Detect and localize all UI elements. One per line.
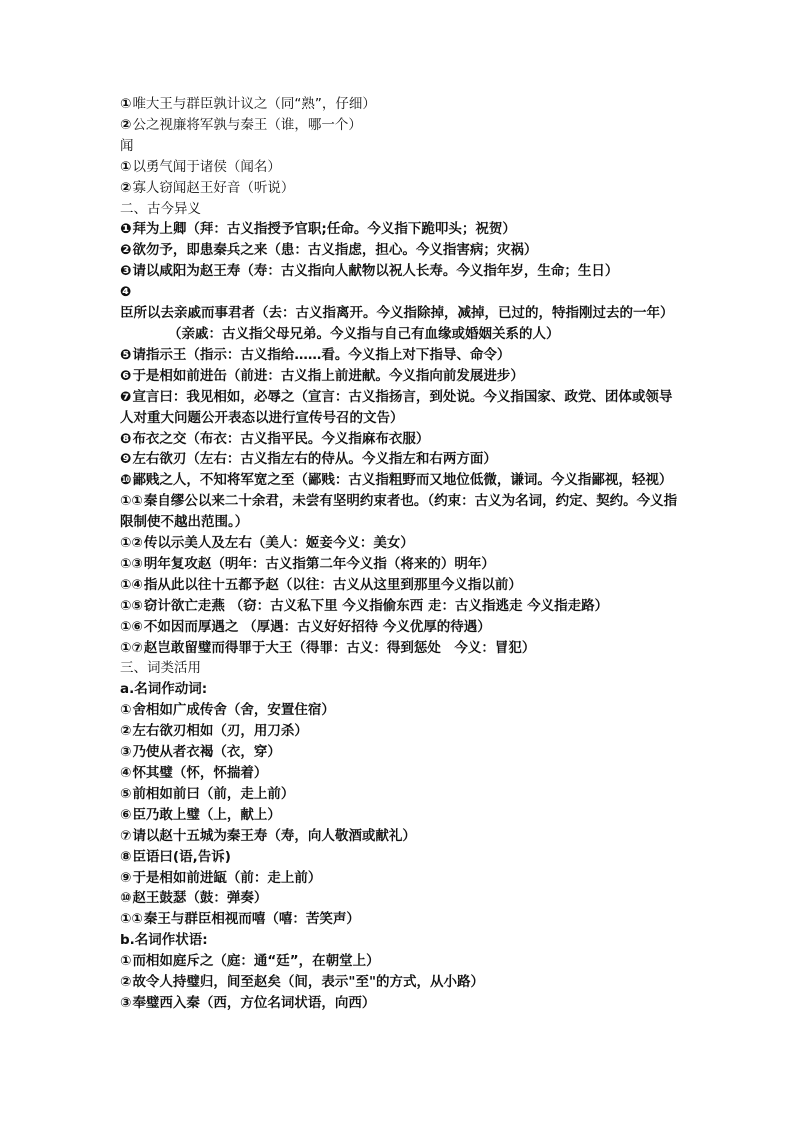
- item-marker: ①: [120, 702, 132, 719]
- list-item: [120, 491, 680, 533]
- list-item: [120, 972, 680, 993]
- item-marker: ⑧: [120, 848, 132, 865]
- item-marker: ①④: [120, 576, 143, 593]
- list-item: [120, 826, 680, 847]
- list-item: [120, 157, 680, 178]
- item-marker: ④: [120, 765, 132, 781]
- list-item: [120, 763, 680, 784]
- list-item: [120, 805, 680, 826]
- item-text: 请以赵十五城为秦王寿（寿，向人敬酒或献礼）: [132, 827, 416, 844]
- item-marker: ①③: [120, 555, 143, 572]
- item-text: 乃使从者衣褐（衣，穿）: [132, 744, 281, 761]
- item-marker: ⑨: [120, 869, 132, 886]
- list-item: [120, 345, 680, 366]
- item-marker: ①⑥: [120, 618, 143, 635]
- item-marker: ⑩: [120, 890, 132, 907]
- list-item: [120, 429, 680, 450]
- item-text: 臣语曰(语,告诉): [132, 848, 231, 865]
- subsection-heading: b.名词作状语:: [120, 932, 208, 949]
- list-item: [120, 449, 680, 470]
- item-text: 寡人窃闻赵王好音（听说）: [132, 179, 295, 196]
- item-text: 左右欲刃（左右：古义指左右的侍从。今义指左和右两方面）: [132, 451, 497, 468]
- item-text: 传以示美人及左右（美人：姬妾今义：美女）: [143, 535, 414, 552]
- item-marker: ⑤: [120, 785, 132, 802]
- item-text: 奉璧西入秦（西，方位名词状语，向西）: [132, 994, 376, 1011]
- item-marker: ①①: [120, 493, 143, 510]
- item-marker: ①⑦: [120, 639, 143, 656]
- item-text: 明年复攻赵（明年：古义指第二年今义指（将来的）明年）: [143, 555, 495, 572]
- list-item: [120, 282, 680, 345]
- list-item: [120, 178, 680, 199]
- list-item: [120, 847, 680, 868]
- item-text: 唯大王与群臣孰计议之（同“熟”，仔细）: [132, 96, 376, 112]
- item-text: 窃计欲亡走燕 （窃：古义私下里 今义指偷东西 走：古义指逃走 今义指走路）: [143, 597, 609, 614]
- item-text-extra: （亲戚：古义指父母兄弟。今义指与自己有血缘或婚姻关系的人）: [168, 325, 560, 342]
- item-text: 请以咸阳为赵王寿（寿：古义指向人献物以祝人长寿。今义指年岁，生命；生日）: [132, 263, 619, 280]
- item-text: 前相如前曰（前，走上前）: [132, 785, 295, 802]
- item-text: 赵王鼓瑟（鼓：弹奏）: [132, 890, 268, 907]
- item-marker: ❾: [120, 451, 132, 468]
- list-item: [120, 784, 680, 805]
- item-text: 怀其璧（怀，怀揣着）: [132, 765, 268, 781]
- list-item: [120, 638, 680, 659]
- list-item: [120, 575, 680, 596]
- item-marker: ②: [120, 116, 132, 133]
- item-marker: ②: [120, 723, 132, 740]
- item-marker: ①: [120, 953, 132, 970]
- item-marker: ❸: [120, 263, 132, 280]
- item-marker: ❺: [120, 346, 132, 363]
- item-text: 欲勿予，即患秦兵之来（患：古义指虑，担心。今义指害病；灾祸）: [132, 242, 538, 259]
- list-item: [120, 617, 680, 638]
- heading-wen: 闻: [120, 137, 134, 154]
- item-text: 秦自缪公以来二十余君，未尝有坚明约束者也。（约束：古义为名词，约定、契约。今义指限制使不越出范围。）: [120, 493, 678, 531]
- list-item: [120, 219, 680, 240]
- item-marker: ❻: [120, 367, 132, 384]
- item-text: 秦王与群臣相视而嘻（嘻：苦笑声）: [143, 911, 360, 928]
- item-marker: ①②: [120, 535, 143, 552]
- item-text: 赵岂敢留璧而得罪于大王（得罪：古义：得到惩处 今义：冒犯）: [143, 639, 536, 656]
- item-text: 于是相如前进缻（前：走上前）: [132, 869, 322, 886]
- item-text: 拜为上卿（拜：古义指授予官职;任命。今义指下跪叩头；祝贺）: [132, 221, 516, 238]
- document-page: [120, 94, 680, 1014]
- list-item: [120, 596, 680, 617]
- item-marker: ①⑤: [120, 597, 143, 614]
- item-marker: ①: [120, 158, 132, 175]
- item-text: 舍相如广成传舍（舍，安置住宿）: [132, 702, 335, 719]
- list-item: [120, 909, 680, 930]
- list-item: [120, 554, 680, 575]
- item-marker: ❷: [120, 242, 132, 259]
- item-marker: ❶: [120, 221, 132, 238]
- item-marker: ❿: [120, 472, 132, 489]
- item-marker: ❽: [120, 430, 132, 447]
- list-item: [120, 721, 680, 742]
- item-text: 以勇气闻于诸侯（闻名）: [132, 158, 281, 175]
- item-marker: ③: [120, 994, 132, 1011]
- item-text: 于是相如前进缶（前进：古义指上前进献。今义指向前发展进步）: [132, 367, 524, 384]
- list-item: [120, 951, 680, 972]
- item-text: 鄙贱之人，不知将军宽之至（鄙贱：古义指粗野而又地位低微，谦词。今义指鄙视，轻视）: [132, 472, 673, 489]
- list-item: [120, 888, 680, 909]
- list-item: [120, 742, 680, 763]
- item-marker: ②: [120, 974, 132, 991]
- list-item: [120, 993, 680, 1014]
- item-marker: ❹: [120, 284, 132, 301]
- item-text: 臣所以去亲戚而事君者（去：古义指离开。今义指除掉，减掉，已过的，特指刚过去的一年）: [120, 305, 674, 322]
- item-text: 不如因而厚遇之 （厚遇：古义好好招待 今义优厚的待遇）: [143, 618, 491, 635]
- list-item: [120, 533, 680, 554]
- list-item: [120, 94, 680, 115]
- item-text: 左右欲刃相如（刃，用刀杀）: [132, 723, 308, 740]
- item-text: 公之视廉将军孰与秦王（谁，哪一个）: [132, 116, 362, 133]
- item-marker: ②: [120, 179, 132, 196]
- list-item: [120, 700, 680, 721]
- item-text: 而相如庭斥之（庭：通“廷”，在朝堂上）: [132, 953, 380, 970]
- item-text: 请指示王（指示：古义指给……看。今义指上对下指导、命令）: [132, 346, 511, 363]
- list-item: [120, 261, 680, 282]
- item-marker: ⑦: [120, 827, 132, 844]
- item-text: 指从此以往十五都予赵（以往：古义从这里到那里今义指以前）: [143, 576, 522, 593]
- list-item: [120, 115, 680, 136]
- section-heading: 二、古今异义: [120, 200, 201, 217]
- item-text: 臣乃敢上璧（上，献上）: [132, 806, 281, 823]
- item-text: 故令人持璧归，间至赵矣（间，表示"至"的方式，从小路）: [132, 974, 485, 991]
- item-marker: ①①: [120, 911, 143, 928]
- item-marker: ①: [120, 96, 132, 112]
- list-item: [120, 240, 680, 261]
- section-heading: 三、词类活用: [120, 660, 201, 677]
- list-item: [120, 470, 680, 491]
- item-text: 布衣之交（布衣：古义指平民。今义指麻布衣服）: [132, 430, 430, 447]
- list-item: [120, 868, 680, 889]
- item-marker: ❼: [120, 388, 132, 405]
- list-item: [120, 366, 680, 387]
- list-item: [120, 387, 680, 429]
- item-marker: ③: [120, 744, 132, 761]
- item-marker: ⑥: [120, 806, 132, 823]
- item-text: 宣言曰：我见相如，必辱之（宣言：古义指扬言，到处说。今义指国家、政党、团体或领导人对重大问题公开表态以进行宣传号召的文告）: [120, 388, 673, 426]
- subsection-heading: a.名词作动词:: [120, 681, 208, 698]
